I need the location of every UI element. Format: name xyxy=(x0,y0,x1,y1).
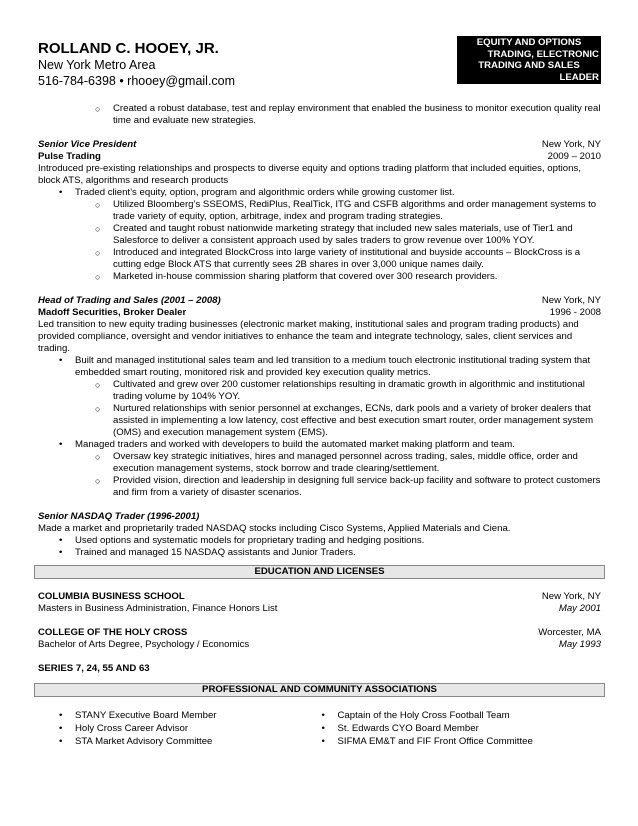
job-dates: 2009 – 2010 xyxy=(547,151,601,162)
job-entry xyxy=(38,139,601,283)
school-entry xyxy=(38,591,601,615)
bullet: • Trained and managed 15 NASDAQ assistants and Junior Traders. xyxy=(59,547,356,558)
association-item: • SIFMA EM&T and FIF Front Office Committee xyxy=(321,736,533,747)
job-summary: Made a market and proprietarily traded NASDAQ stocks including Cisco Systems, Applied Materials and Ciena. xyxy=(38,523,511,534)
bullet: • Traded client’s equity, option, program and algorithmic orders while growing customer list. xyxy=(59,187,455,198)
title-line: TRADING AND SALES xyxy=(478,60,580,71)
title-badge xyxy=(457,36,601,84)
sub-bullet: ○ Created a robust database, test and replay environment that enabled the business to monitor execution quality real time and evaluate new strategies. xyxy=(95,103,601,126)
job-title: Senior NASDAQ Trader (1996-2001) xyxy=(38,511,200,522)
job-entry xyxy=(38,295,601,499)
school-date: May 1993 xyxy=(558,639,601,650)
section-heading-education: EDUCATION AND LICENSES xyxy=(34,565,605,579)
section-heading-associations: PROFESSIONAL AND COMMUNITY ASSOCIATIONS xyxy=(34,683,605,697)
bullet-dot-icon: • xyxy=(59,710,63,721)
bullet-dot-icon: • xyxy=(59,439,63,450)
job-location: New York, NY xyxy=(541,139,601,150)
resume-body xyxy=(38,103,601,748)
title-line: EQUITY AND OPTIONS xyxy=(476,37,582,48)
association-item: • St. Edwards CYO Board Member xyxy=(321,723,479,734)
associations-left-column xyxy=(38,709,320,748)
circle-bullet-icon: ○ xyxy=(95,380,101,390)
school-location: New York, NY xyxy=(541,591,601,602)
bullet-dot-icon: • xyxy=(321,723,325,734)
sub-bullet: ○ Introduced and integrated BlockCross into large variety of institutional and buyside accounts – BlockCross is a cutting edge Block ATS that currently sees 2B shares in over 3,000 unique names daily. xyxy=(95,247,581,270)
job-entry xyxy=(38,511,601,559)
associations-list xyxy=(38,709,601,748)
job-title: Head of Trading and Sales (2001 – 2008) xyxy=(38,295,221,306)
bullet-dot-icon: • xyxy=(59,355,63,366)
job-summary: Led transition to new equity trading businesses (electronic market making, institutional sales and program trading products) and provided compliance, oversight and vendor initiatives to enhance the team and integrate technology, sales, client services and trading. xyxy=(38,319,579,354)
bullet-dot-icon: • xyxy=(59,535,63,546)
sub-bullet: ○ Cultivated and grew over 200 customer relationships resulting in dramatic growth in algorithmic and institutional trading volume by 104% YOY. xyxy=(95,379,585,402)
circle-bullet-icon: ○ xyxy=(95,404,101,414)
sub-bullet: ○ Marketed in-house commission sharing platform that covered over 300 research providers. xyxy=(95,271,498,282)
bullet-dot-icon: • xyxy=(59,736,63,747)
bullet-dot-icon: • xyxy=(59,547,63,558)
bullet: • Managed traders and worked with developers to build the automated market making platform and team. xyxy=(59,439,515,450)
association-item: • STANY Executive Board Member xyxy=(59,710,217,721)
job-title: Senior Vice President xyxy=(38,139,137,150)
candidate-location: New York Metro Area xyxy=(38,58,156,72)
bullet-dot-icon: • xyxy=(321,710,325,721)
job-location: New York, NY xyxy=(541,295,601,306)
licenses: SERIES 7, 24, 55 AND 63 xyxy=(38,663,150,674)
candidate-contact: 516-784-6398 • rhooey@gmail.com xyxy=(38,74,236,88)
school-entry xyxy=(38,627,601,651)
bullet-dot-icon: • xyxy=(59,187,63,198)
associations-right-column xyxy=(320,709,602,748)
job-company: Madoff Securities, Broker Dealer xyxy=(38,307,187,318)
title-line: LEADER xyxy=(559,71,599,83)
job-dates: 1996 - 2008 xyxy=(549,307,601,318)
sub-bullet: ○ Created and taught robust nationwide marketing strategy that included new sales materials, use of Tier1 and Salesforce to deliver a consistent approach used by sales traders to grow revenue over 100% YOY. xyxy=(95,223,573,246)
title-line: TRADING, ELECTRONIC xyxy=(487,48,599,60)
job-company: Pulse Trading xyxy=(38,151,101,162)
circle-bullet-icon: ○ xyxy=(95,224,101,234)
sub-bullet: ○ Oversaw key strategic initiatives, hires and managed personnel across trading, sales, middle office, order and execution management systems, stock borrow and trade clearing/settlement. xyxy=(95,451,578,474)
bullet-dot-icon: • xyxy=(59,723,63,734)
job-summary: Introduced pre-existing relationships and prospects to diverse equity and options trading platform that included equities, options, block ATS, algorithms and research products xyxy=(38,163,581,186)
circle-bullet-icon: ○ xyxy=(95,452,101,462)
resume-page xyxy=(38,36,601,748)
association-item: • STA Market Advisory Committee xyxy=(59,736,213,747)
circle-bullet-icon: ○ xyxy=(95,104,101,114)
school-date: May 2001 xyxy=(558,603,601,614)
sub-bullet: ○ Utilized Bloomberg’s SSEOMS, RediPlus, RealTick, ITG and CSFB algorithms and order management systems to trade variety of equity, option, arbitrage, index and program trading strategies. xyxy=(95,199,597,222)
bullet: • Built and managed institutional sales team and led transition to a medium touch electronic institutional trading system that embedded smart routing, monitored risk and provided key execution quality metrics. xyxy=(59,355,591,378)
association-item: • Holy Cross Career Advisor xyxy=(59,723,189,734)
bullet: • Used options and systematic models for proprietary trading and hedging positions. xyxy=(59,535,425,546)
school-degree: Bachelor of Arts Degree, Psychology / Economics xyxy=(38,639,250,650)
sub-bullet: ○ Nurtured relationships with senior personnel at exchanges, ECNs, dark pools and a variety of broker dealers that assisted in implementing a low latency, cost effective and best execution smart router, order management system (OMS) and execution management system (EMS). xyxy=(95,403,594,438)
bullet-dot-icon: • xyxy=(321,736,325,747)
sub-bullet: ○ Provided vision, direction and leadership in designing full service back-up facility and software to protect customers and firm from a variety of disaster scenarios. xyxy=(95,475,601,498)
school-name: COLLEGE OF THE HOLY CROSS xyxy=(38,627,188,638)
association-item: • Captain of the Holy Cross Football Team xyxy=(321,710,510,721)
contact-block xyxy=(38,36,235,89)
resume-header xyxy=(38,36,601,89)
circle-bullet-icon: ○ xyxy=(95,200,101,210)
circle-bullet-icon: ○ xyxy=(95,476,101,486)
candidate-name: ROLLAND C. HOOEY, JR. xyxy=(38,40,219,57)
school-location: Worcester, MA xyxy=(538,627,601,638)
circle-bullet-icon: ○ xyxy=(95,248,101,258)
circle-bullet-icon: ○ xyxy=(95,272,101,282)
school-name: COLUMBIA BUSINESS SCHOOL xyxy=(38,591,185,602)
school-degree: Masters in Business Administration, Finance Honors List xyxy=(38,603,278,614)
